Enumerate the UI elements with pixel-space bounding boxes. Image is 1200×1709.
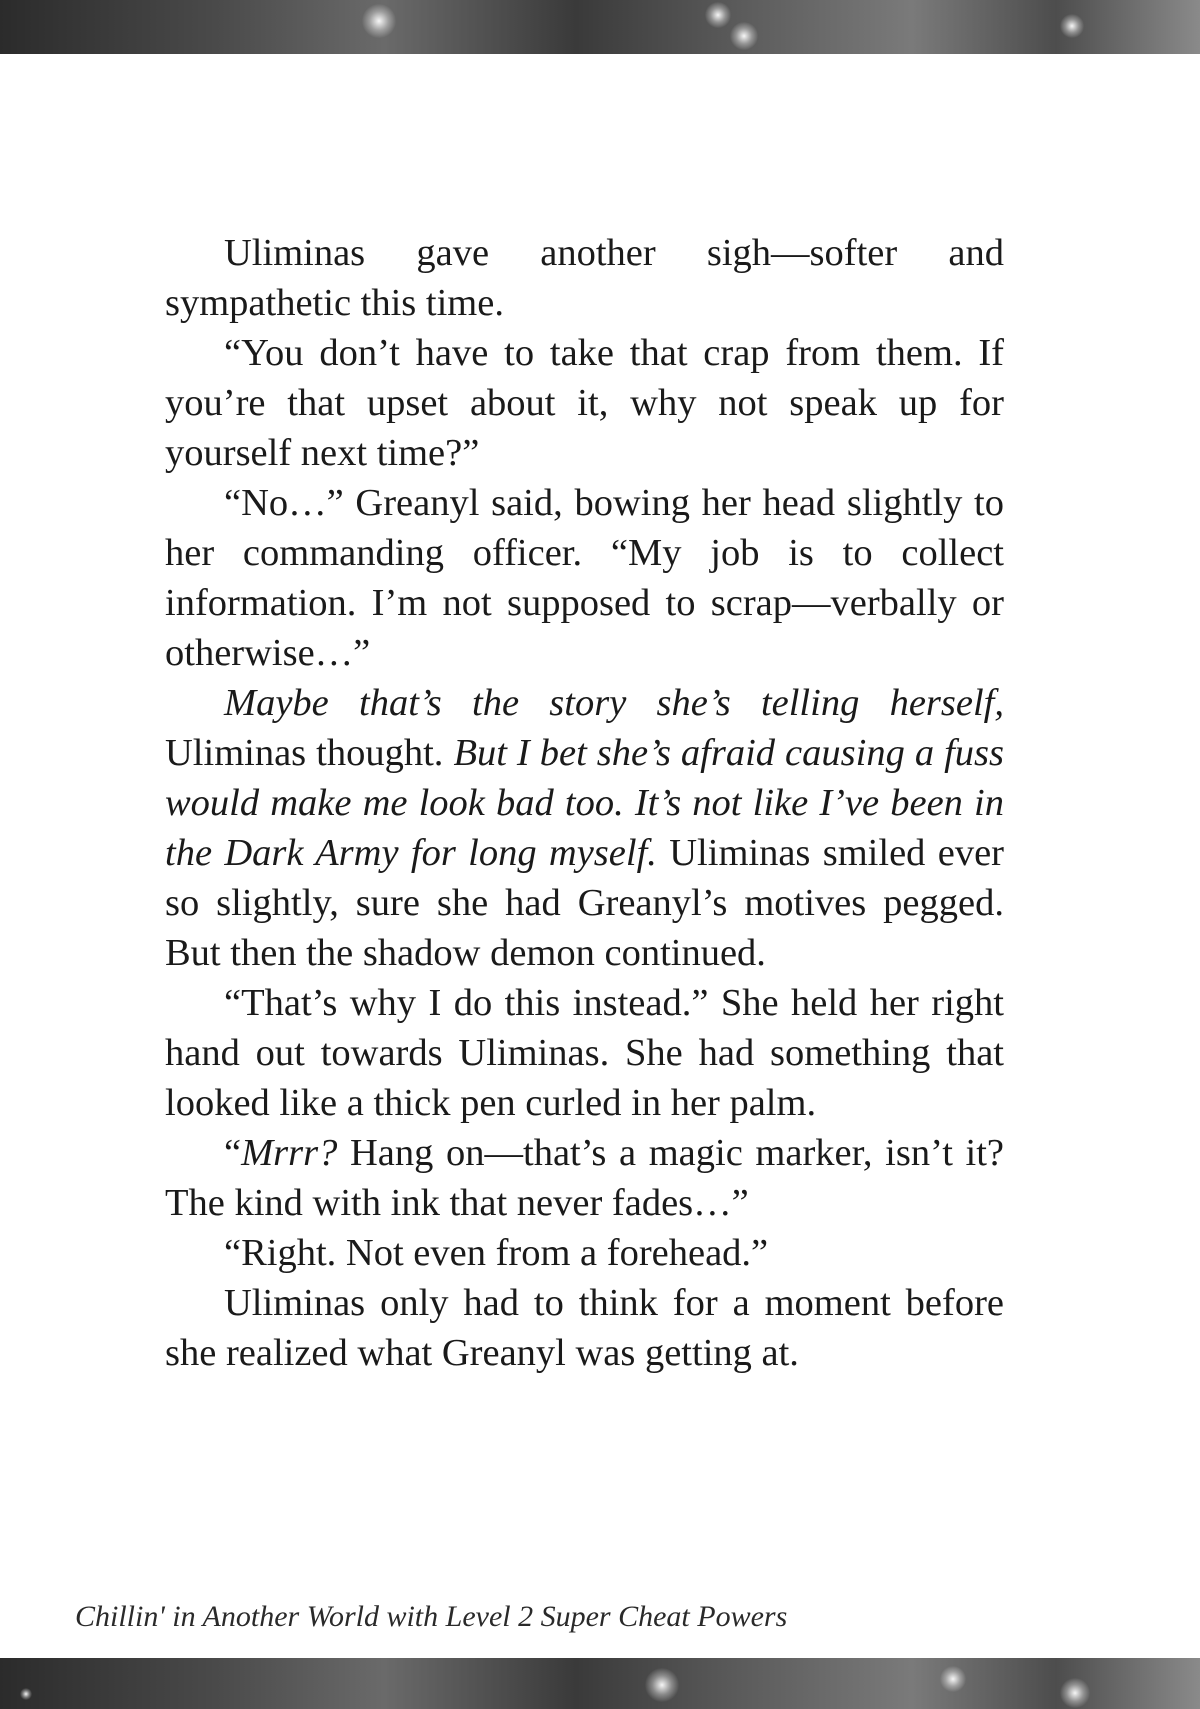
paragraph-2: “You don’t have to take that crap from them. If you’re that upset about it, why not speak up for yourself next time?” [165,332,1004,474]
top-decorative-band [0,0,1200,54]
paragraph-6 [165,1128,1004,1228]
open-quote: “ [224,1132,242,1174]
paragraph-1: Uliminas gave another sigh—softer and sympathetic this time. [165,232,1004,324]
inner-thought-1: Maybe that’s the story she’s telling herself, [224,682,1004,724]
sparkle [705,2,731,28]
paragraph-7: “Right. Not even from a forehead.” [224,1232,769,1274]
sparkle [645,1668,679,1702]
narration-1: Uliminas thought. [165,732,454,774]
paragraph-4 [165,678,1004,978]
sparkle [1060,1678,1090,1708]
dialogue: Hang on—that’s a magic marker, isn’t it? The kind with ink that never fades…” [165,1132,1004,1224]
sparkle [362,4,396,38]
bottom-decorative-band [0,1658,1200,1709]
purr-italic: Mrrr? [241,1132,338,1174]
narration-2: Uliminas smiled ever so slightly, sure she had Greanyl’s motives pegged. But then the shadow demon continued. [165,832,1004,974]
paragraph-5: “That’s why I do this instead.” She held her right hand out towards Uliminas. She had something that looked like a thick pen curled in her palm. [165,982,1004,1124]
paragraph-3: “No…” Greanyl said, bowing her head slightly to her commanding officer. “My job is to collect information. I’m not supposed to scrap—verbally or otherwise…” [165,482,1004,674]
sparkle [730,22,758,50]
body-text [165,228,1004,1378]
paragraph-8: Uliminas only had to think for a moment before she realized what Greanyl was getting at. [165,1282,1004,1374]
book-title-footer: Chillin' in Another World with Level 2 Super Cheat Powers [75,1600,788,1633]
sparkle [940,1666,966,1692]
sparkle [1060,14,1084,38]
inner-thought-2: But I bet she’s afraid causing a fuss would make me look bad too. It’s not like I’ve been in the Dark Army for long myself. [165,732,1004,874]
sparkle [20,1688,32,1700]
